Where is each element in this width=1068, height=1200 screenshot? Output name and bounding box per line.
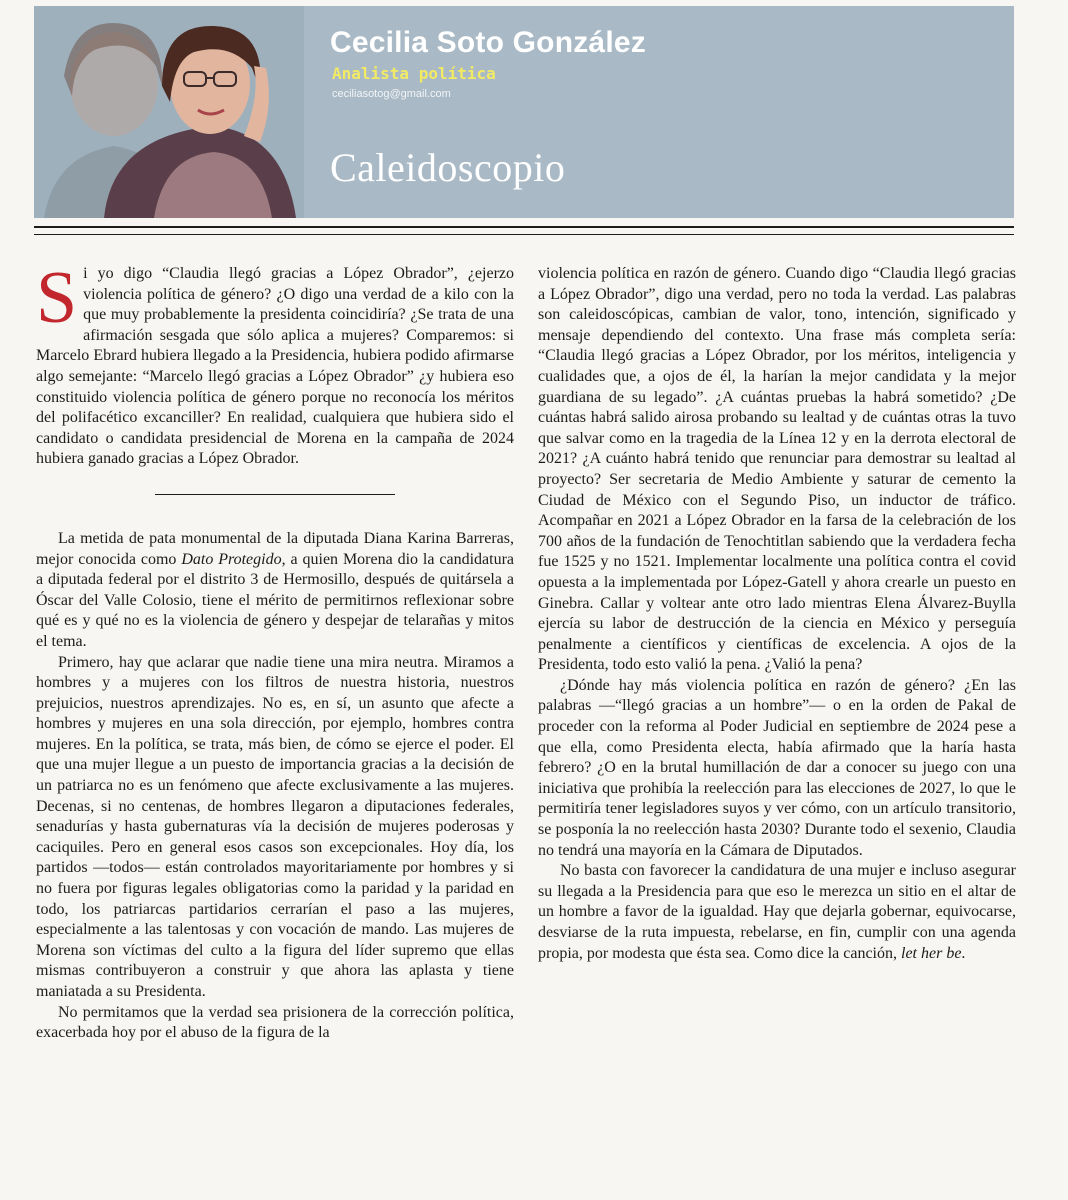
paragraph-1-text: i yo digo “Claudia llegó gracias a López Obrador”, ¿ejerzo violencia política de género? ¿O digo una verdad de a kilo con la que muy probablemente la presidenta coincidiría? ¿Se trata de una afirmación sesgada que sólo aplica a mujeres? Comparemos: si Marcelo Ebrard hubiera llegado a la Presidencia, hubiera podido afirmarse algo semejante: “Marcelo llegó gracias a López Obrador” ¿y hubiera eso constituido violencia política de género porque no reconocía los méritos del polifacético excanciller? En realidad, cualquiera que hubiera sido el candidato o candidata presidencial de Morena en la campaña de 2024 hubiera ganado gracias a López Obrador.	[36, 265, 514, 468]
author-photo-illustration	[34, 6, 304, 218]
column-header	[34, 6, 1014, 218]
article-paragraph-4-continued: violencia política en razón de género. Cuando digo “Claudia llegó gracias a López Obrador”, digo una verdad, pero no toda la verdad. Las palabras son caleidoscópicas, cambian de valor, tono, intención, significado y mensaje dependiendo del contexto. Una frase más completa sería: “Claudia llegó gracias a López Obrador, por los méritos, inteligencia y cualidades que, a ojos de él, la harían la mejor candidata y la mejor guardiana de su legado”. ¿A cuántas pruebas la habrá sometido? ¿De cuántas habrá salido airosa probando su lealtad y de cuántas otras la tuvo que salvar como en la tragedia de la Línea 12 y en la derrota electoral de 2021? ¿A cuánto habrá tenido que renunciar para demostrar su lealtad al proyecto? Ser secretaria de Medio Ambiente y saturar de cemento la Ciudad de México con el Segundo Piso, un inductor de tráfico. Acompañar en 2021 a López Obrador en la farsa de la celebración de los 700 años de la fundación de Tenochtitlan sabiendo que la verdadera fecha fue 1525 y no 1521. Implementar localmente una política contra el covid opuesta a la implementada por López-Gatell y ahora crearle un puesto en Ginebra. Callar y voltear ante otro lado mientras Elena Álvarez-Buylla ejercía su labor de destrucción de la ciencia en México y perseguía penalmente a científicos y científicas de excelencia. A ojos de la Presidenta, todo esto valió la pena. ¿Valió la pena?	[538, 265, 1016, 674]
article-paragraph-2	[36, 529, 514, 653]
article-paragraph-6	[538, 861, 1016, 964]
paragraph-6-text-b: .	[961, 944, 966, 962]
author-email: ceciliasotog@gmail.com	[332, 88, 451, 100]
column-title: Caleidoscopio	[330, 145, 566, 190]
header-rule-thin	[34, 234, 1014, 235]
article-column-left	[36, 257, 514, 1044]
header-rule-thick	[34, 226, 1014, 228]
article-column-right	[538, 264, 1016, 964]
author-name: Cecilia Soto González	[330, 26, 646, 59]
article-paragraph-5: ¿Dónde hay más violencia política en razón de género? ¿En las palabras —“llegó gracias a un hombre”— o en la orden de Pakal de proceder con la reforma al Poder Judicial en septiembre de 2024 pese a que ella, como Presidenta electa, había afirmado que la haría hasta febrero? ¿O en la brutal humillación de dar a conocer su juego con una iniciativa que prohibía la reelección para las elecciones de 2027, lo que le permitiría tener legisladores suyos y ver cómo, con un artículo transitorio, se posponía la no reelección hasta 2030? Durante todo el sexenio, Claudia no tendrá una mayoría en la Cámara de Diputados.	[538, 676, 1016, 859]
article-paragraph-3: Primero, hay que aclarar que nadie tiene una mira neutra. Miramos a hombres y a mujeres con los filtros de nuestra historia, nuestros prejuicios, nuestros aprendizajes. No es, en sí, un asunto que afecte a hombres y mujeres en una sola dirección, por ejemplo, hombres contra mujeres. En la política, se trata, más bien, de cómo se ejerce el poder. El que una mujer llegue a un puesto de importancia gracias a la decisión de un patriarca no es un fenómeno que afecte exclusivamente a las mujeres. Decenas, si no centenas, de hombres llegaron a diputaciones federales, senadurías y hasta gubernaturas vía la decisión de mujeres poderosas y caciquiles. Pero en general esos casos son excepcionales. Hoy día, los partidos —todos— están controlados mayoritariamente por hombres y si no fuera por figuras legales obligatorias como la paridad y la paridad en todo, los patriarcas partidarios cerrarían el paso a las mujeres, especialmente a las talentosas y con vocación de mando. Las mujeres de Morena son víctimas del culto a la figura del líder supremo que ellas mismas contribuyeron a construir y que ahora las aplasta y tiene maniatada a su Presidenta.	[36, 653, 514, 1000]
article-paragraph-4-start: No permitamos que la verdad sea prisionera de la corrección política, exacerbada hoy por el abuso de la figura de la	[36, 1003, 514, 1042]
paragraph-6-text-a: No basta con favorecer la candidatura de una mujer e incluso asegurar su llegada a la Presidencia para que eso le merezca un sitio en el altar de un hombre a favor de la igualdad. Hay que dejarla gobernar, equivocarse, desviarse de la ruta impuesta, rebelarse, en fin, cumplir con una agenda propia, por modesta que ésta sea. Como dice la canción,	[538, 862, 1016, 962]
paragraph-2-italic: Dato Protegido	[181, 550, 282, 568]
drop-cap: S	[36, 257, 78, 339]
article-paragraph-1	[36, 257, 514, 470]
paragraph-2-text-b: , a quien Morena dio la candidatura a diputada federal por el distrito 3 de Hermosillo, después de quitársela a Óscar del Valle Colosio, tiene el mérito de permitirnos reflexionar sobre qué es y qué no es la violencia de género y despejar de telarañas y mitos el tema.	[36, 550, 514, 650]
paragraph-2-text-a: La metida de pata monumental de la diputada Diana Karina Barreras, mejor conocida como	[36, 529, 514, 568]
section-separator	[155, 494, 395, 495]
paragraph-6-italic: let her be	[901, 944, 962, 962]
author-role: Analista política	[332, 64, 496, 83]
author-portrait	[34, 6, 304, 218]
